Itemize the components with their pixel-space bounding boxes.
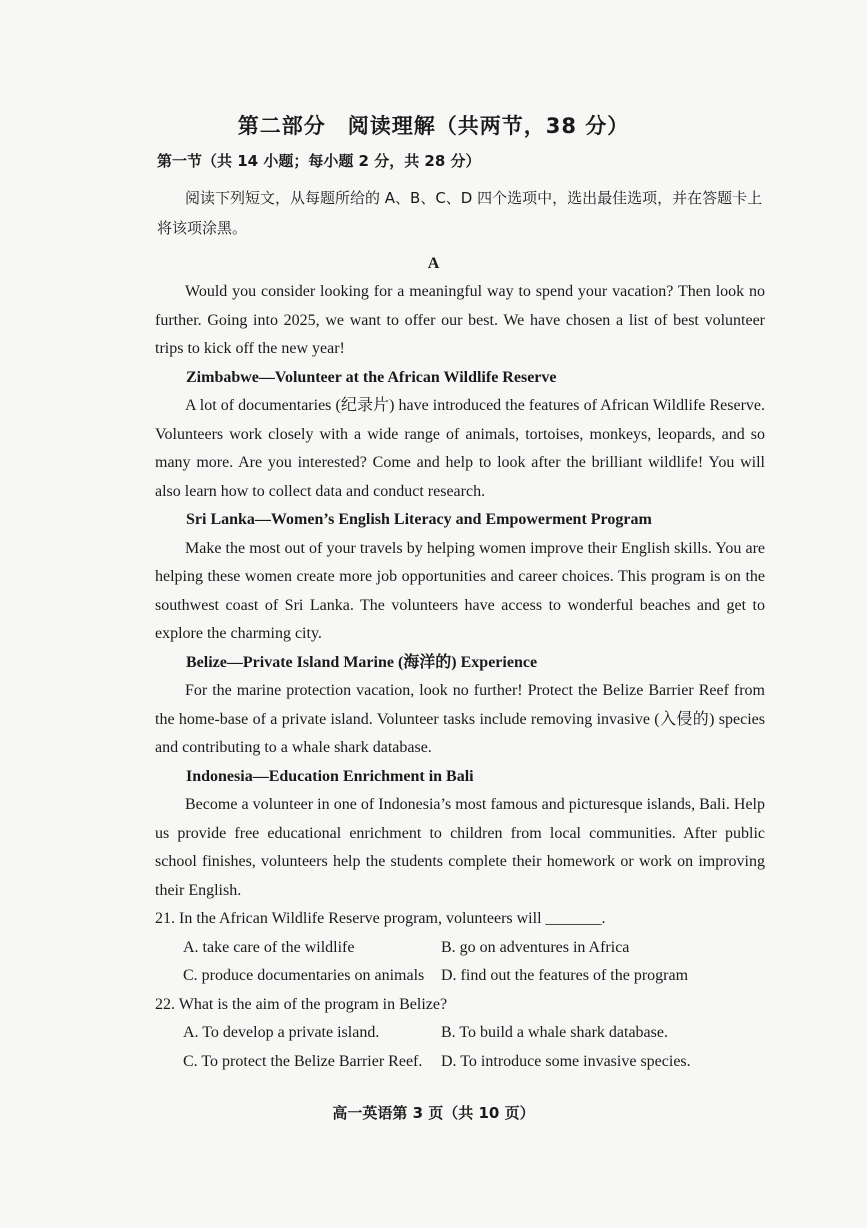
- question-21-stem: 21. In the African Wildlife Reserve program, volunteers will _______.: [155, 910, 606, 927]
- section-text-sri-lanka: Make the most out of your travels by helping women improve their English skills. You are helping these women create more job opportunities and career choices. This program is on the southwest coast of Sri Lanka. The volunteers have access to wonderful beaches and get to explore the charming city.: [155, 539, 765, 642]
- option-22c[interactable]: C. To protect the Belize Barrier Reef.: [183, 1052, 423, 1070]
- section-title: 第一节（共 14 小题；每小题 2 分，共 28 分）: [157, 152, 481, 170]
- section-heading-zimbabwe: Zimbabwe—Volunteer at the African Wildlife Reserve: [186, 368, 557, 386]
- option-21a[interactable]: A. take care of the wildlife: [183, 938, 355, 956]
- option-21c[interactable]: C. produce documentaries on animals: [183, 967, 425, 984]
- section-heading-indonesia: Indonesia—Education Enrichment in Bali: [186, 767, 474, 785]
- passage-body: [155, 278, 765, 1076]
- passage-intro: Would you consider looking for a meaningful way to spend your vacation? Then look no further. Going into 2025, we want to offer our best. We have chosen a list of best volunteer trips to kick off the new year!: [155, 283, 765, 357]
- option-21d[interactable]: D. find out the features of the program: [441, 967, 689, 984]
- section-heading-sri-lanka: Sri Lanka—Women’s English Literacy and Empowerment Program: [186, 511, 652, 528]
- part-title: 第二部分 阅读理解（共两节，38 分）: [237, 114, 630, 138]
- option-21b[interactable]: B. go on adventures in Africa: [441, 938, 630, 956]
- option-22b[interactable]: B. To build a whale shark database.: [441, 1024, 668, 1041]
- section-text-zimbabwe: A lot of documentaries (纪录片) have introduced the features of African Wildlife Reserve. Volunteers work closely with a wide range of animals, tortoises, monkeys, leopards, and so many more. Are you interested? Come and help to look after the brilliant wildlife! You will also learn how to collect data and conduct research.: [155, 397, 765, 500]
- instructions: 阅读下列短文，从每题所给的 A、B、C、D 四个选项中，选出最佳选项，并在答题卡上将该项涂黑。: [157, 189, 763, 237]
- question-21-options: [155, 934, 765, 991]
- question-22-stem: 22. What is the aim of the program in Belize?: [155, 995, 448, 1013]
- passage-label: A: [427, 255, 440, 272]
- section-text-indonesia: Become a volunteer in one of Indonesia’s most famous and picturesque islands, Bali. Help us provide free educational enrichment to children from local communities. After public school finishes, volunteers help the students complete their homework or work on improving their English.: [155, 796, 765, 899]
- page-footer: 高一英语第 3 页（共 10 页）: [332, 1104, 535, 1122]
- question-22-options: [155, 1019, 765, 1076]
- section-text-belize: For the marine protection vacation, look no further! Protect the Belize Barrier Reef from the home-base of a private island. Volunteer tasks include removing invasive (入侵的) species and contributing to a whale shark database.: [155, 682, 765, 756]
- option-22a[interactable]: A. To develop a private island.: [183, 1024, 380, 1041]
- section-heading-belize: Belize—Private Island Marine (海洋的) Experience: [186, 653, 538, 671]
- option-22d[interactable]: D. To introduce some invasive species.: [441, 1052, 691, 1070]
